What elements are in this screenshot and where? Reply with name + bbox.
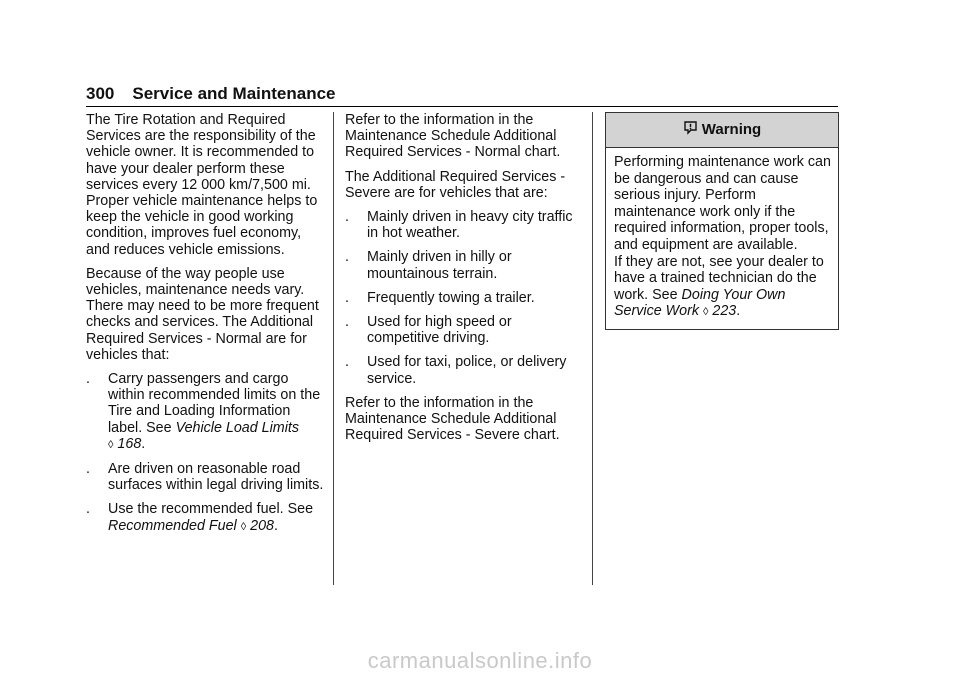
- warning-icon: [683, 120, 698, 140]
- section-title: Service and Maintenance: [132, 84, 336, 103]
- list-item: . Mainly driven in heavy city traffic in hot weather.: [345, 209, 573, 242]
- paragraph: Refer to the information in the Maintenance Schedule Additional Required Services - Normal chart.: [345, 112, 561, 161]
- bullet-dot: .: [86, 371, 90, 388]
- list-item: . Use the recommended fuel. See Recommended Fuel ◊ 208.: [86, 501, 314, 534]
- column-middle: [345, 112, 583, 451]
- bullet-dot: .: [345, 249, 349, 266]
- paragraph: The Tire Rotation and Required Services are the responsibility of the vehicle owner. It is recommended to have your dealer perform these services every 12 000 km/7,500 mi. Proper vehicle maintenance helps to keep the vehicle in good working condition, improves fuel economy, and reduces vehicle emissions.: [86, 112, 318, 258]
- paragraph: Refer to the information in the Maintenance Schedule Additional Required Services - Severe chart.: [345, 394, 560, 444]
- watermark: carmanualsonline.info: [367, 648, 593, 673]
- paragraph: The Additional Required Services - Severe are for vehicles that are:: [345, 168, 566, 201]
- bullet-dot: .: [86, 501, 90, 518]
- list-item: . Frequently towing a trailer.: [345, 289, 535, 306]
- page-ref-number[interactable]: 223: [712, 303, 737, 320]
- bullet-dot: .: [345, 289, 349, 306]
- warning-text: If they are not, see your dealer to have a trained technician do the work. See Doing Your Own Service Work ◊ 223.: [614, 253, 824, 320]
- cross-reference-link[interactable]: Recommended Fuel: [108, 517, 237, 534]
- warning-header: [606, 113, 838, 148]
- cross-reference-link[interactable]: Vehicle Load Limits: [175, 419, 300, 436]
- page-ref-icon: ◊: [108, 438, 114, 451]
- warning-box: [605, 112, 839, 330]
- list-item: . Used for high speed or competitive driving.: [345, 314, 512, 347]
- warning-text: Performing maintenance work can be dangerous and can cause serious injury. Perform maintenance work only if the required information, proper tools, and equipment are available.: [614, 154, 831, 253]
- bullet-dot: .: [345, 209, 349, 226]
- bullet-list: [345, 209, 583, 387]
- cross-reference-link[interactable]: Doing Your Own Service Work: [614, 286, 786, 320]
- list-item: . Mainly driven in hilly or mountainous terrain.: [345, 249, 512, 282]
- warning-body: [606, 148, 838, 329]
- list-item: . Used for taxi, police, or delivery service.: [345, 354, 567, 387]
- page-ref-icon: ◊: [702, 306, 709, 319]
- column-left: [86, 112, 324, 543]
- list-item: . Carry passengers and cargo within recommended limits on the Tire and Loading Information label. See Vehicle Load Limits ◊ 168.: [86, 371, 321, 452]
- page-number: 300: [86, 84, 115, 103]
- bullet-dot: .: [345, 354, 349, 371]
- list-item: . Are driven on reasonable road surfaces within legal driving limits.: [86, 461, 324, 494]
- paragraph: Because of the way people use vehicles, maintenance needs vary. There may need to be more frequent checks and services. The Additional Required Services - Normal are for vehicles that:: [86, 265, 319, 363]
- column-divider: [592, 112, 593, 585]
- page-ref-number[interactable]: 208: [250, 517, 275, 534]
- bullet-dot: .: [86, 461, 90, 478]
- page-ref-number[interactable]: 168: [117, 435, 142, 452]
- bullet-list: [86, 371, 324, 535]
- page-ref-icon: ◊: [240, 520, 247, 533]
- bullet-dot: .: [345, 314, 349, 331]
- page-header: [86, 84, 838, 107]
- column-divider: [333, 112, 334, 585]
- warning-title: Warning: [701, 120, 762, 138]
